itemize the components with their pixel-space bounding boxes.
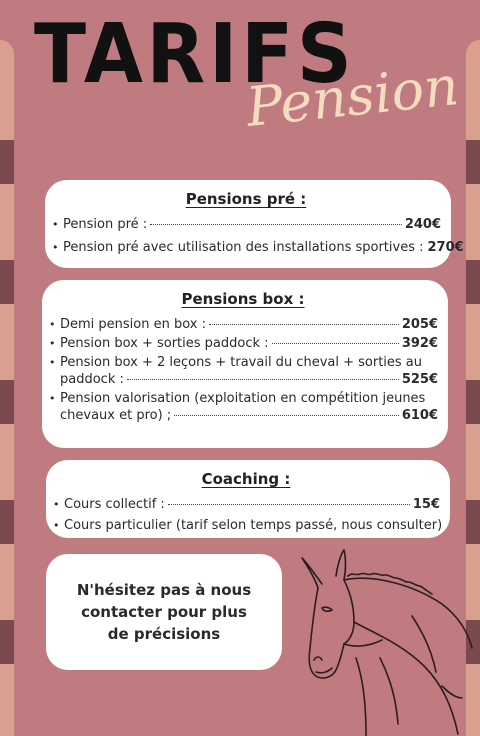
dotted-leader: [127, 379, 399, 380]
coaching-card: [46, 460, 450, 538]
price-value: 240€: [404, 217, 441, 232]
page-subtitle: Pension: [243, 54, 462, 139]
price-value: 610€: [401, 408, 438, 423]
price-label: • Pension box + sorties paddock :: [60, 336, 269, 351]
price-label-line1: • Pension valorisation (exploitation en compétition jeunes: [60, 391, 426, 406]
dotted-leader: [209, 324, 399, 325]
pensions-box-heading: Pensions box :: [181, 290, 305, 308]
price-label: • Pension pré avec utilisation des installations sportives :: [63, 240, 424, 255]
pensions-pre-heading: Pensions pré :: [185, 190, 307, 208]
dotted-leader: [168, 504, 410, 505]
price-label-line1: • Pension box + 2 leçons + travail du cheval + sorties au: [60, 355, 423, 370]
price-value: 15€: [412, 497, 440, 512]
price-item: [48, 316, 438, 333]
pensions-box-card: [42, 280, 448, 448]
price-item: [48, 390, 438, 424]
price-value: 270€: [427, 240, 464, 255]
price-value: 392€: [401, 336, 438, 351]
page-title: TARIFS: [34, 7, 356, 102]
price-label: • Cours collectif :: [64, 497, 165, 512]
price-item: [52, 496, 440, 513]
dotted-leader: [272, 343, 399, 344]
price-value: 525€: [401, 372, 438, 387]
price-label-line2: paddock :: [60, 372, 124, 387]
price-label-line2: chevaux et pro) ;: [60, 408, 172, 423]
price-item: [51, 216, 441, 233]
price-item: [48, 354, 438, 388]
price-label: • Cours particulier (tarif selon temps passé, nous consulter): [64, 518, 443, 533]
contact-callout: [46, 554, 282, 670]
left-stripe-decoration: [0, 40, 14, 736]
price-item: [51, 239, 464, 256]
dotted-leader: [174, 415, 399, 416]
price-label: • Pension pré :: [63, 217, 148, 232]
contact-callout-text: N'hésitez pas à nous contacter pour plus de précisions: [76, 581, 252, 643]
price-value: 205€: [401, 317, 438, 332]
price-label: • Demi pension en box :: [60, 317, 206, 332]
price-item: [52, 517, 443, 534]
pensions-pre-card: [45, 180, 464, 268]
dotted-leader: [150, 224, 402, 225]
horse-head-icon: [292, 548, 474, 736]
price-item: [48, 335, 438, 352]
coaching-heading: Coaching :: [201, 470, 291, 488]
